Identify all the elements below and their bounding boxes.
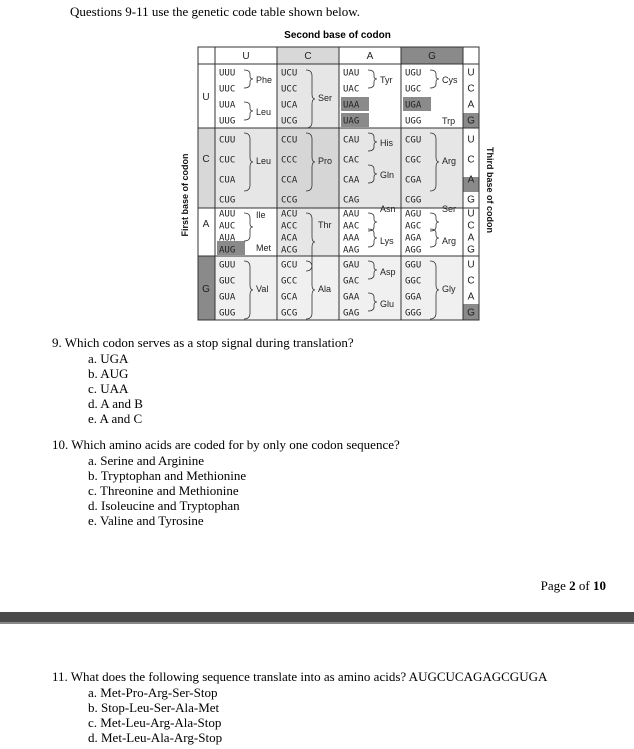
codon-c-g-0: CGU bbox=[405, 135, 422, 146]
page-break-divider-light bbox=[0, 622, 634, 624]
codon-g-u-1: GUC bbox=[219, 276, 236, 287]
codon-c-a-0: CAU bbox=[343, 135, 360, 146]
codon-g-c-0: GCU bbox=[281, 260, 298, 271]
aa-leu-2: Leu bbox=[256, 156, 272, 166]
third-base-a-0: U bbox=[467, 208, 475, 220]
codon-g-g-3: GGG bbox=[405, 308, 422, 319]
codon-u-g-0: UGU bbox=[405, 68, 422, 79]
codon-u-c-2: UCA bbox=[281, 100, 298, 111]
aa-tyr: Tyr bbox=[380, 75, 393, 85]
third-base-g-2: A bbox=[467, 291, 475, 303]
second-base-c: C bbox=[304, 51, 312, 62]
codon-g-g-0: GGU bbox=[405, 260, 422, 271]
table-title: Second base of codon bbox=[284, 30, 391, 41]
third-base-g-1: C bbox=[467, 275, 475, 287]
page-total: 10 bbox=[593, 578, 606, 593]
codon-a-a-0: AAU bbox=[343, 209, 360, 220]
question-10 bbox=[52, 437, 400, 528]
third-base-g-0: U bbox=[467, 259, 475, 271]
codon-g-c-2: GCA bbox=[281, 292, 298, 303]
third-base-u-1: C bbox=[467, 83, 475, 95]
q9-option-b: b. AUG bbox=[88, 366, 129, 381]
codon-a-c-3: ACG bbox=[281, 245, 298, 256]
third-base-c-1: C bbox=[467, 154, 475, 166]
codon-c-u-2: CUA bbox=[219, 175, 236, 186]
codon-u-c-3: UCG bbox=[281, 116, 298, 127]
aa-cys: Cys bbox=[442, 75, 458, 85]
aa-ser-2: Ser bbox=[442, 204, 457, 214]
codon-g-g-2: GGA bbox=[405, 292, 422, 303]
aa-phe: Phe bbox=[256, 75, 273, 85]
page-current: 2 bbox=[569, 578, 576, 593]
aa-val: Val bbox=[256, 284, 269, 294]
codon-a-c-1: ACC bbox=[281, 221, 298, 232]
codon-c-g-1: CGC bbox=[405, 155, 422, 166]
first-base-u: U bbox=[202, 92, 210, 103]
third-base-c-0: U bbox=[467, 134, 475, 146]
q11-option-c: c. Met-Leu-Arg-Ala-Stop bbox=[88, 715, 222, 730]
codon-a-g-3: AGG bbox=[405, 245, 422, 256]
aa-gln: Gln bbox=[380, 170, 395, 180]
codon-g-a-1: GAC bbox=[343, 276, 360, 287]
third-base-g-3: G bbox=[467, 307, 475, 319]
codon-g-c-1: GCC bbox=[281, 276, 298, 287]
codon-u-c-1: UCC bbox=[281, 84, 298, 95]
third-base-u-3: G bbox=[467, 115, 475, 127]
q9-option-d: d. A and B bbox=[88, 396, 143, 411]
codon-u-u-0: UUU bbox=[219, 68, 236, 79]
question-11-stem: 11. What does the following sequence translate into as amino acids? AUGCUCAGAGCGUGA bbox=[52, 669, 548, 684]
codon-a-u-0: AUU bbox=[219, 209, 236, 220]
codon-a-a-3: AAG bbox=[343, 245, 360, 256]
q9-option-a: a. UGA bbox=[88, 351, 129, 366]
q10-option-a: a. Serine and Arginine bbox=[88, 453, 205, 468]
third-base-u-2: A bbox=[467, 99, 475, 111]
aa-asn: Asn bbox=[380, 204, 396, 214]
aa-ile: Ile bbox=[256, 210, 266, 220]
q10-option-e: e. Valine and Tyrosine bbox=[88, 513, 204, 528]
codon-g-u-3: GUG bbox=[219, 308, 236, 319]
aa-leu-1: Leu bbox=[256, 107, 272, 117]
third-base-axis-label: Third base of codon bbox=[485, 146, 495, 234]
codon-a-g-0: AGU bbox=[405, 209, 422, 220]
page-middle: of bbox=[575, 578, 593, 593]
codon-c-c-1: CCC bbox=[281, 155, 298, 166]
codon-a-a-2: AAA bbox=[343, 233, 360, 244]
aa-asp: Asp bbox=[380, 267, 396, 277]
aa-ser-1: Ser bbox=[318, 93, 333, 103]
aa-ala: Ala bbox=[318, 284, 332, 294]
codon-u-g-3: UGG bbox=[405, 116, 422, 127]
third-base-u-0: U bbox=[467, 67, 475, 79]
codon-u-a-3: UAG bbox=[343, 116, 360, 127]
first-base-a: A bbox=[202, 219, 210, 230]
question-9 bbox=[52, 335, 354, 426]
aa-his: His bbox=[380, 138, 393, 148]
second-base-u: U bbox=[242, 51, 250, 62]
question-10-stem: 10. Which amino acids are coded for by only one codon sequence? bbox=[52, 437, 400, 452]
aa-trp: Trp bbox=[442, 116, 456, 126]
codon-g-a-0: GAU bbox=[343, 260, 360, 271]
aa-gly: Gly bbox=[442, 284, 456, 294]
q9-option-e: e. A and C bbox=[88, 411, 143, 426]
codon-u-c-0: UCU bbox=[281, 68, 298, 79]
genetic-code-table bbox=[0, 0, 634, 330]
third-base-a-1: C bbox=[467, 220, 475, 232]
codon-g-c-3: GCG bbox=[281, 308, 298, 319]
codon-g-a-2: GAA bbox=[343, 292, 360, 303]
q11-option-b: b. Stop-Leu-Ser-Ala-Met bbox=[88, 700, 220, 715]
question-11 bbox=[52, 669, 547, 745]
q10-option-b: b. Tryptophan and Methionine bbox=[88, 468, 247, 483]
codon-c-u-0: CUU bbox=[219, 135, 236, 146]
third-base-c-2: A bbox=[467, 174, 475, 186]
codon-a-u-1: AUC bbox=[219, 221, 236, 232]
codon-a-u-2: AUA bbox=[219, 233, 236, 244]
page-number bbox=[541, 578, 606, 594]
aa-thr: Thr bbox=[318, 220, 332, 230]
codon-c-a-1: CAC bbox=[343, 155, 360, 166]
codon-c-g-2: CGA bbox=[405, 175, 422, 186]
codon-c-a-3: CAG bbox=[343, 195, 360, 206]
aa-glu: Glu bbox=[380, 299, 395, 309]
second-base-a: A bbox=[366, 51, 374, 62]
codon-g-g-1: GGC bbox=[405, 276, 422, 287]
page-prefix: Page bbox=[540, 578, 570, 593]
first-base-c: C bbox=[202, 154, 210, 165]
codon-u-a-1: UAC bbox=[343, 84, 360, 95]
first-base-axis-label: First base of codon bbox=[180, 153, 190, 237]
codon-g-u-2: GUA bbox=[219, 292, 236, 303]
intro-text: Questions 9-11 use the genetic code table shown below. bbox=[70, 4, 361, 19]
codon-a-u-3: AUG bbox=[219, 245, 236, 256]
aa-lys: Lys bbox=[380, 236, 394, 246]
codon-c-g-3: CGG bbox=[405, 195, 422, 206]
codon-c-a-2: CAA bbox=[343, 175, 360, 186]
q9-option-c: c. UAA bbox=[88, 381, 129, 396]
codon-u-u-3: UUG bbox=[219, 116, 236, 127]
codon-u-u-1: UUC bbox=[219, 84, 236, 95]
third-base-a-3: G bbox=[467, 244, 475, 256]
codon-u-g-1: UGC bbox=[405, 84, 422, 95]
first-base-g: G bbox=[202, 284, 210, 295]
aa-arg-2: Arg bbox=[442, 236, 457, 246]
codon-c-u-3: CUG bbox=[219, 195, 236, 206]
codon-a-g-1: AGC bbox=[405, 221, 422, 232]
aa-arg-1: Arg bbox=[442, 156, 457, 166]
q10-option-d: d. Isoleucine and Tryptophan bbox=[88, 498, 240, 513]
codon-u-a-0: UAU bbox=[343, 68, 360, 79]
codon-u-a-2: UAA bbox=[343, 100, 360, 111]
codon-c-c-3: CCG bbox=[281, 195, 298, 206]
third-base-a-2: A bbox=[467, 232, 475, 244]
q10-option-c: c. Threonine and Methionine bbox=[88, 483, 239, 498]
second-base-g: G bbox=[428, 51, 436, 62]
codon-c-u-1: CUC bbox=[219, 155, 236, 166]
codon-a-g-2: AGA bbox=[405, 233, 422, 244]
codon-c-c-2: CCA bbox=[281, 175, 298, 186]
question-9-stem: 9. Which codon serves as a stop signal during translation? bbox=[52, 335, 354, 350]
codon-g-a-3: GAG bbox=[343, 308, 360, 319]
codon-u-u-2: UUA bbox=[219, 100, 236, 111]
q11-option-a: a. Met-Pro-Arg-Ser-Stop bbox=[88, 685, 218, 700]
codon-c-c-0: CCU bbox=[281, 135, 298, 146]
codon-a-a-1: AAC bbox=[343, 221, 360, 232]
codon-a-c-0: ACU bbox=[281, 209, 298, 220]
third-base-c-3: G bbox=[467, 194, 475, 206]
aa-pro: Pro bbox=[318, 156, 333, 166]
aa-met: Met bbox=[256, 243, 272, 253]
codon-u-g-2: UGA bbox=[405, 100, 422, 111]
codon-g-u-0: GUU bbox=[219, 260, 236, 271]
codon-a-c-2: ACA bbox=[281, 233, 298, 244]
q11-option-d: d. Met-Leu-Ala-Arg-Stop bbox=[88, 730, 223, 745]
